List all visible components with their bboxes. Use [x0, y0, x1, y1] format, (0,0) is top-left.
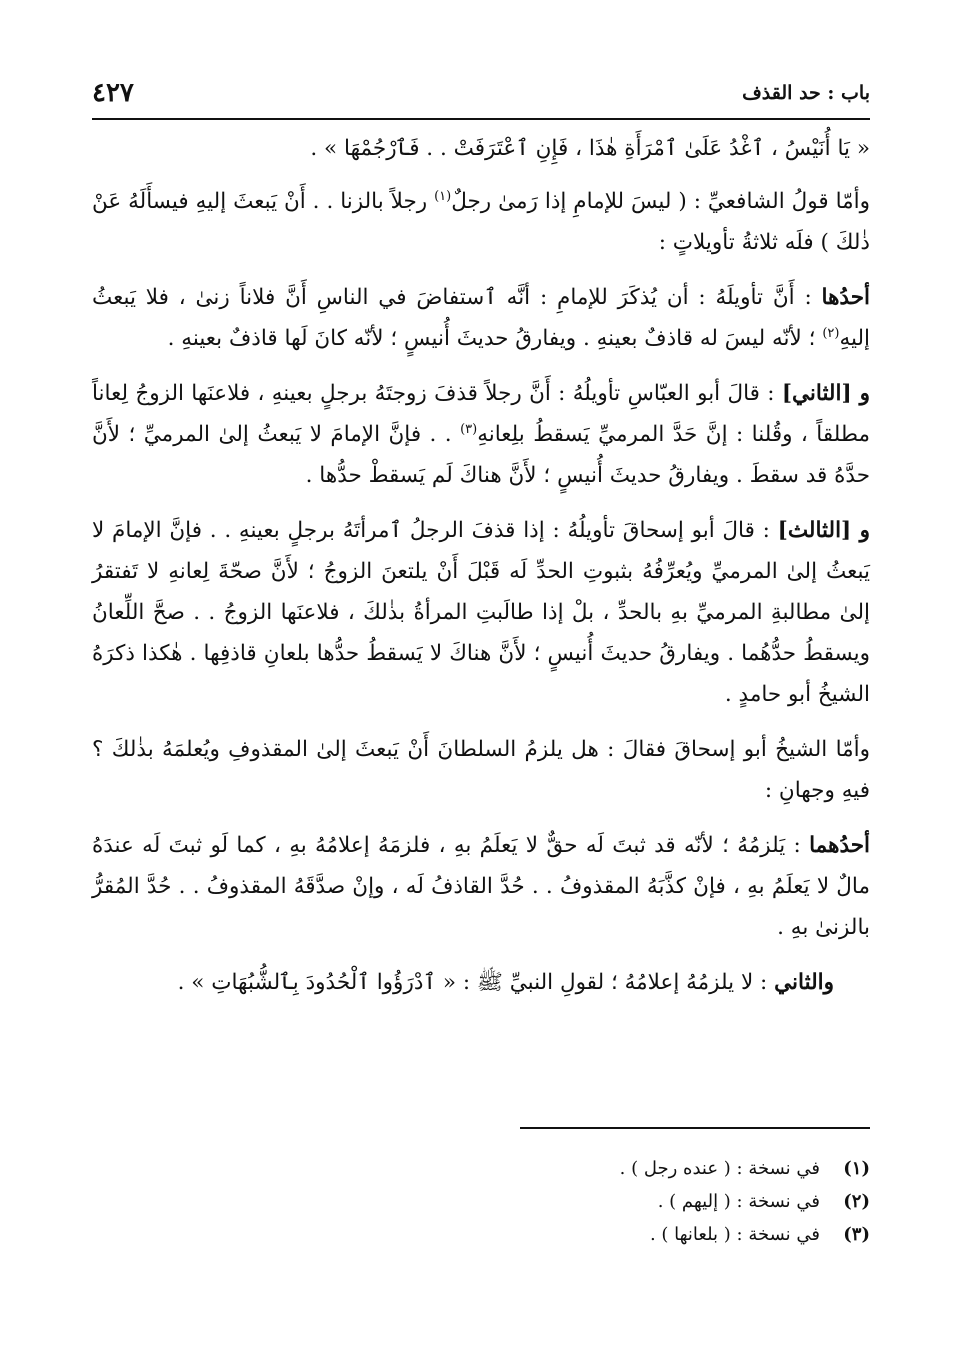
- paragraph-text: وأمّا قولُ الشافعيِّ : ( ليسَ للإمامِ إذا رَمىٰ رجلٌ: [451, 189, 870, 214]
- paragraph-second-view: [92, 962, 870, 1003]
- footnote-item: [400, 1152, 870, 1185]
- paragraph-text: : لا يلزمُهُ إعلامُهُ ؛ لقولِ النبيِّ ﷺ : « ٱدْرَؤُوا ٱلْحُدُودَ بِٱلشُّبُهَاتِ » .: [177, 970, 775, 995]
- paragraph-text: رجلاً بالزنا . . أَنْ يَبعثَ إليهِ فيسأَلَهُ عَنْ ذٰلكَ ) فلَه ثلاثةُ تأويلاتٍ :: [92, 189, 870, 255]
- paragraph-text: : قالَ أبو العبّاسِ تأويلُهُ : أَنَّ رجلاً قذفَ زوجتَهُ برجلٍ بعينهِ ، فلاعنَها الزوجُ لِعاناً مطلقاً ، وقُلنا : إنَّ حَدَّ المرميِّ يَسقطُ بلِعانهِ: [92, 381, 870, 447]
- footnote-text: في نسخة : ( بلعانها ) .: [649, 1224, 820, 1245]
- main-text: [92, 128, 870, 1017]
- footnote-item: [400, 1185, 870, 1218]
- footnote-number: (٢): [843, 1191, 870, 1212]
- paragraph-text: : أَنَّ تأويلَهُ : أن يُذكَرَ للإمامِ : أنَّه ٱستفاضَ في الناسِ أَنَّ فلاناً زنىٰ ، فلا يَبعثُ إليهِ: [92, 285, 870, 351]
- paragraph-lead: و [الثالث]: [777, 518, 870, 543]
- paragraph-shafii-statement: [92, 181, 870, 263]
- footnote-number: (٣): [843, 1224, 870, 1245]
- footnote-divider: [520, 1127, 870, 1129]
- footnote-text: في نسخة : ( عنده رجل ) .: [619, 1158, 820, 1179]
- paragraph-second-interpretation: [92, 373, 870, 496]
- paragraph-text: : يَلزمُهُ ؛ لأنّه قد ثبتَ لَه حقٌّ لا يَعلَمُ بهِ ، فلزمَهُ إعلامُهُ بهِ ، كما لَو ثبتَ لَه عندَهُ مالٌ لا يَعلَمُ بهِ ، فإنْ كذَّبَهُ المقذوفُ . . حُدَّ القاذفُ لَه ، وإنْ صدَّقَهُ المقذوفُ . . حُدَّ المُقرُّ بالزنىٰ بهِ .: [92, 833, 870, 940]
- paragraph-lead: و [الثاني]: [781, 381, 870, 406]
- paragraph-abu-ishaq: [92, 729, 870, 811]
- paragraph-text: : قالَ أبو إسحاقَ تأويلُهُ : إذا قذفَ الرجلُ ٱمرأتَهُ برجلٍ بعينهِ . . فإنَّ الإمامَ لا يَبعثُ إلىٰ المرميِّ ويُعرِّفُهُ بثبوتِ الحدِّ لَه قَبْلَ أَنْ يلتعنَ الزوجُ ؛ لأَنَّ صحّةَ لِعانهِ لا تَفتقرُ إلىٰ مطالبةِ المرميِّ بهِ بالحدِّ ، بلْ إذا طالَبتِ المرأةُ بذٰلكَ ، فلاعنَها الزوجُ . . صحَّ اللِّعانُ ويسقطُ حدُّهُما . ويفارقُ حديثَ أُنيسٍ ؛ لأَنَّ هناكَ لا يَسقطُ حدُّها بلعانِ قاذفِها . هٰكذا ذكرَهُ الشيخُ أبو حامدٍ .: [92, 518, 870, 707]
- paragraph-text: « يَا أُنَيْسُ ، ٱغْدُ عَلَىٰ ٱمْرَأَةِ هٰذَا ، فَإِنِ ٱعْتَرَفَتْ . . فَٱرْجُمْهَا » .: [310, 136, 870, 161]
- paragraph-text: ؛ لأنّه ليسَ له قاذفٌ بعينهِ . ويفارقُ حديثَ أُنيسٍ ؛ لأنّه كانَ لَها قاذفٌ بعينهِ .: [167, 326, 823, 351]
- footnote-ref-2[interactable]: (٢): [822, 325, 840, 341]
- footnote-text: في نسخة : ( إليهم ) .: [657, 1191, 820, 1212]
- footnotes: [400, 1152, 870, 1251]
- footnote-item: [400, 1218, 870, 1251]
- paragraph-first-interpretation: [92, 277, 870, 359]
- paragraph-text: وأمّا الشيخُ أبو إسحاقَ فقالَ : هل يلزمُ السلطانَ أَنْ يَبعثَ إلىٰ المقذوفِ ويُعلمَهُ بذٰلكَ ؟ فيهِ وجهانِ :: [92, 737, 870, 803]
- paragraph-lead: أحدُهما: [809, 833, 870, 858]
- page-number: ٤٢٧: [92, 78, 134, 108]
- paragraph-lead: والثاني: [774, 970, 834, 995]
- footnote-ref-1[interactable]: (١): [434, 188, 452, 204]
- footnote-ref-3[interactable]: (٣): [460, 421, 478, 437]
- paragraph-third-interpretation: [92, 510, 870, 715]
- paragraph-quote: [92, 128, 870, 169]
- page-header: [92, 78, 870, 120]
- paragraph-text: . . فإنَّ الإمامَ لا يَبعثُ إلىٰ المرميِّ ؛ لأَنَّ حدَّهُ قد سقطَ . ويفارقُ حديثَ أُنيسٍ ؛ لأَنَّ هناكَ لَم يَسقطْ حدُّها .: [92, 422, 870, 488]
- running-title: باب : حد القذف: [742, 82, 870, 104]
- footnote-number: (١): [843, 1158, 870, 1179]
- paragraph-first-view: [92, 825, 870, 948]
- paragraph-lead: أحدُها: [821, 285, 870, 310]
